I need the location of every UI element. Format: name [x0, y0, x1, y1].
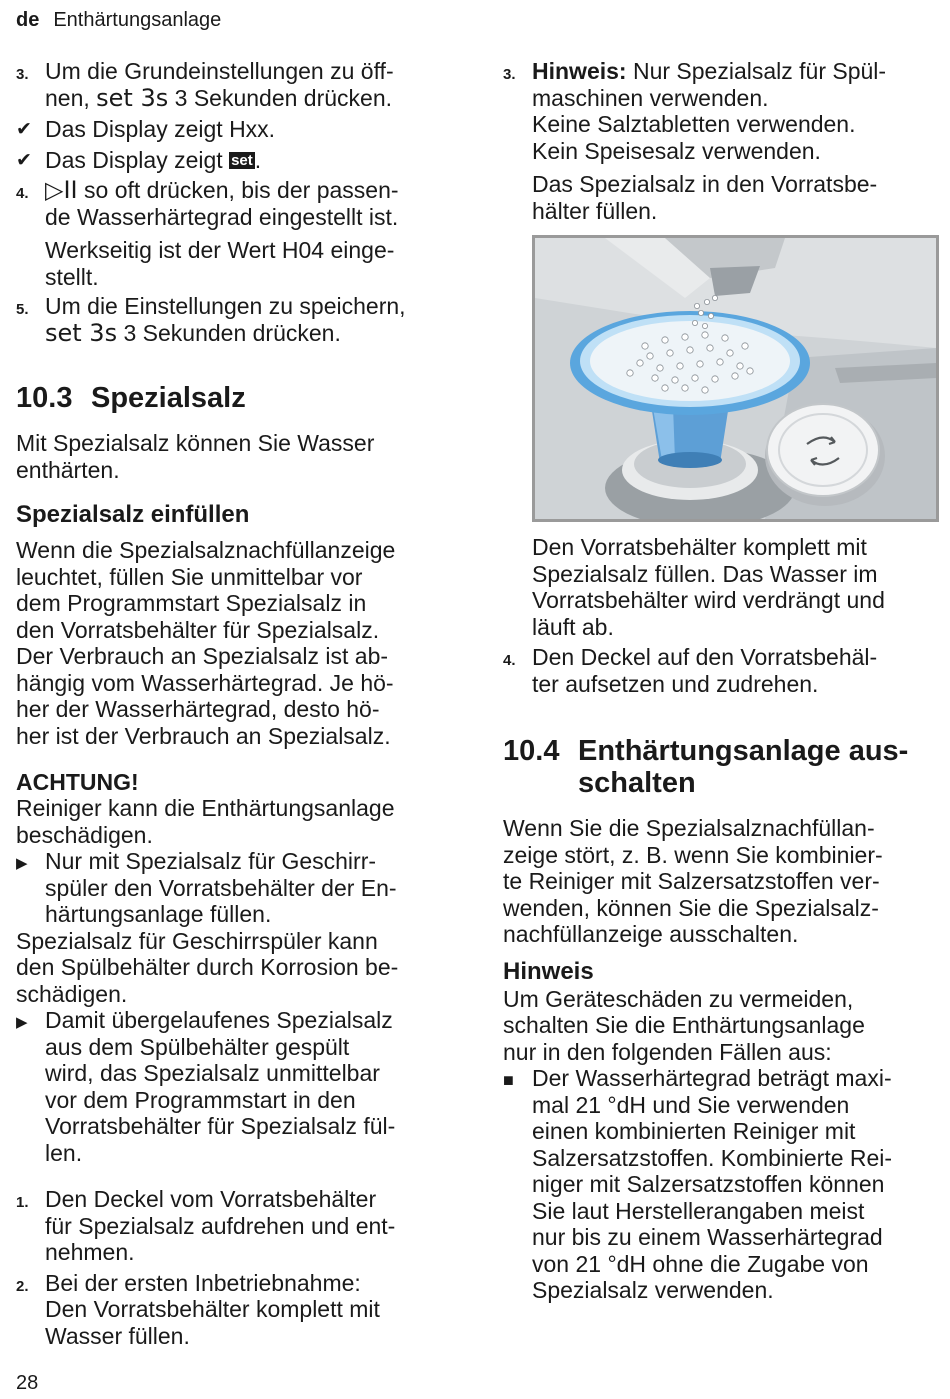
line: hängig vom Wasserhärtegrad. Je hö-	[16, 669, 394, 696]
line: aus dem Spülbehälter gespült	[45, 1033, 350, 1060]
checkmark-icon: ✔	[16, 149, 32, 171]
line: beschädigen.	[16, 821, 153, 848]
line: den Spülbehälter durch Korrosion be-	[16, 954, 399, 980]
fill-paragraph	[16, 537, 456, 749]
line: vor dem Programmstart in den	[45, 1086, 356, 1113]
set-display-symbol: set	[231, 151, 253, 169]
line: Nur Spezialsalz für Spül-	[626, 58, 887, 84]
line: einen kombinierten Reiniger mit	[532, 1118, 856, 1144]
set-3s-button-symbol: set 3s	[45, 318, 118, 347]
line: Wenn die Spezialsalznachfüllanzeige	[16, 537, 396, 563]
step-text: nen,	[45, 84, 97, 111]
step-text: 3 Sekunden drücken.	[117, 319, 341, 346]
header-title: Enthärtungsanlage	[53, 9, 222, 31]
step-number: 4.	[503, 652, 516, 669]
note-line: Werkseitig ist der Wert H04 einge-	[45, 237, 395, 263]
line: Wenn Sie die Spezialsalznachfüllan-	[503, 815, 875, 841]
line: wenden, können Sie die Spezialsalz-	[503, 894, 879, 921]
salt-filling-illustration	[532, 235, 939, 522]
triangle-bullet-icon: ▶	[16, 1014, 28, 1031]
line: für Spezialsalz aufdrehen und ent-	[45, 1212, 396, 1239]
warning-text	[16, 795, 456, 848]
step-text: 3 Sekunden drücken.	[168, 84, 393, 111]
line: Der Verbrauch an Spezialsalz ist ab-	[16, 643, 389, 669]
section-number: 10.3	[16, 382, 73, 414]
step-number: 4.	[16, 185, 29, 202]
line: Nur mit Spezialsalz für Geschirr-	[45, 848, 377, 874]
line: Mit Spezialsalz können Sie Wasser	[16, 430, 375, 456]
step-text: so oft drücken, bis der passen-	[77, 177, 399, 203]
triangle-bullet-icon: ▶	[16, 855, 28, 872]
line: niger mit Salzersatzstoffen können	[532, 1171, 885, 1197]
line: her der Wasserhärtegrad, desto hö-	[16, 696, 380, 722]
step-number: 3.	[16, 66, 29, 83]
line: Den Vorratsbehälter komplett mit	[45, 1296, 380, 1322]
action-item	[16, 1007, 456, 1166]
line: Sie laut Herstellerangaben meist	[532, 1197, 865, 1224]
intro-paragraph	[16, 430, 456, 483]
line: len.	[45, 1139, 83, 1166]
line: nur bis zu einem Wasserhärtegrad	[532, 1224, 883, 1250]
punct: .	[254, 146, 262, 173]
fill-instruction	[503, 171, 943, 224]
line: Bei der ersten Inbetriebnahme:	[45, 1269, 361, 1296]
hinweis-text	[503, 986, 943, 1066]
line: Um Geräteschäden zu vermeiden,	[503, 985, 854, 1012]
line: den Vorratsbehälter für Spezialsalz.	[16, 616, 380, 643]
line: Wasser füllen.	[45, 1322, 190, 1349]
bullet-item	[503, 1065, 943, 1304]
step-4	[16, 177, 456, 230]
line: nehmen.	[45, 1239, 135, 1265]
step-number: 3.	[503, 66, 516, 83]
warning-label: ACHTUNG!	[16, 769, 139, 795]
line: Den Vorratsbehälter komplett mit	[532, 534, 867, 560]
step-number: 1.	[16, 1194, 29, 1211]
fill-completely-paragraph	[503, 534, 943, 640]
line: Vorratsbehälter wird verdrängt und	[532, 587, 885, 613]
line: Spezialsalz für Geschirrspüler kann	[16, 927, 378, 954]
step-3-hinweis	[503, 58, 943, 164]
warning-text-2	[16, 928, 456, 1008]
page-header	[16, 9, 221, 32]
section-heading-10-3	[16, 382, 456, 414]
line: Den Deckel vom Vorratsbehälter	[45, 1186, 377, 1212]
left-column	[16, 58, 456, 1349]
line: enthärten.	[16, 456, 120, 483]
line: Damit übergelaufenes Spezialsalz	[45, 1007, 393, 1033]
line: maschinen verwenden.	[532, 84, 769, 111]
subheading-spezialsalz-einfuellen: Spezialsalz einfüllen	[16, 501, 250, 528]
intro-paragraph-10-4	[503, 815, 943, 948]
language-code: de	[16, 9, 40, 31]
line: her ist der Verbrauch an Spezialsalz.	[16, 722, 391, 749]
section-title: Spezialsalz	[91, 382, 246, 414]
checkmark-icon: ✔	[16, 119, 32, 140]
step-text: de Wasserhärtegrad eingestellt ist.	[45, 203, 399, 230]
line: spüler den Vorratsbehälter der En-	[45, 874, 397, 901]
line: schalten Sie die Enthärtungsanlage	[503, 1012, 865, 1038]
line: mal 21 °dH und Sie verwenden	[532, 1091, 850, 1118]
line: ter aufsetzen und zudrehen.	[532, 670, 819, 697]
line: zeige stört, z. B. wenn Sie kombinier-	[503, 841, 883, 868]
play-pause-icon: ▷II	[45, 176, 78, 204]
step-1-deckel	[16, 1186, 456, 1266]
step-4-deckel-aufsetzen	[503, 644, 943, 697]
note-line: stellt.	[45, 263, 99, 290]
section-number: 10.4	[503, 735, 560, 767]
line: Das Spezialsalz in den Vorratsbe-	[532, 171, 878, 197]
line: hälter füllen.	[532, 197, 658, 224]
line: leuchtet, füllen Sie unmittelbar vor	[16, 563, 363, 590]
section-heading-10-4	[503, 735, 943, 799]
line: Keine Salztabletten verwenden.	[532, 111, 856, 137]
hinweis-heading: Hinweis	[503, 957, 594, 985]
line: Salzersatzstoffen. Kombinierte Rei-	[532, 1144, 893, 1171]
line: schädigen.	[16, 980, 128, 1007]
step-2-inbetriebnahme	[16, 1270, 456, 1350]
funnel-salt-image	[535, 238, 936, 519]
result-text: Das Display zeigt	[45, 146, 230, 173]
square-bullet-icon: ■	[503, 1070, 514, 1090]
step-3-grundeinstellungen	[16, 58, 456, 111]
line: Der Wasserhärtegrad beträgt maxi-	[532, 1065, 892, 1091]
line: Spezialsalz verwenden.	[532, 1277, 774, 1303]
set-3s-button-symbol: set 3s	[96, 83, 169, 112]
result-row	[16, 116, 456, 144]
section-title: Enthärtungsanlage aus-	[578, 735, 909, 767]
step-number: 5.	[16, 301, 29, 318]
step-5	[16, 293, 456, 346]
section-title: schalten	[578, 767, 696, 799]
hint-label: Hinweis:	[532, 58, 627, 84]
line: te Reiniger mit Salzersatzstoffen ver-	[503, 868, 880, 894]
line: Spezialsalz füllen. Das Wasser im	[532, 560, 878, 587]
line: von 21 °dH ohne die Zugabe von	[532, 1250, 869, 1277]
line: wird, das Spezialsalz unmittelbar	[45, 1060, 380, 1086]
line: Reiniger kann die Enthärtungsanlage	[16, 795, 395, 821]
line: Vorratsbehälter für Spezialsalz fül-	[45, 1113, 396, 1139]
line: nur in den folgenden Fällen aus:	[503, 1038, 832, 1065]
step-number: 2.	[16, 1277, 29, 1295]
step-text: Um die Einstellungen zu speichern,	[45, 293, 406, 319]
page-number: 28	[16, 1372, 39, 1394]
result-text: Das Display zeigt Hxx.	[45, 116, 276, 142]
result-row	[16, 147, 456, 175]
right-column	[503, 58, 943, 1304]
line: läuft ab.	[532, 613, 614, 640]
action-item	[16, 848, 456, 928]
line: nachfüllanzeige ausschalten.	[503, 921, 799, 947]
line: Kein Speisesalz verwenden.	[532, 137, 821, 164]
line: Den Deckel auf den Vorratsbehäl-	[532, 644, 878, 670]
step-text: Um die Grundeinstellungen zu öff-	[45, 58, 394, 84]
line: dem Programmstart Spezialsalz in	[16, 590, 367, 616]
step-note	[16, 237, 456, 290]
line: härtungsanlage füllen.	[45, 901, 272, 927]
